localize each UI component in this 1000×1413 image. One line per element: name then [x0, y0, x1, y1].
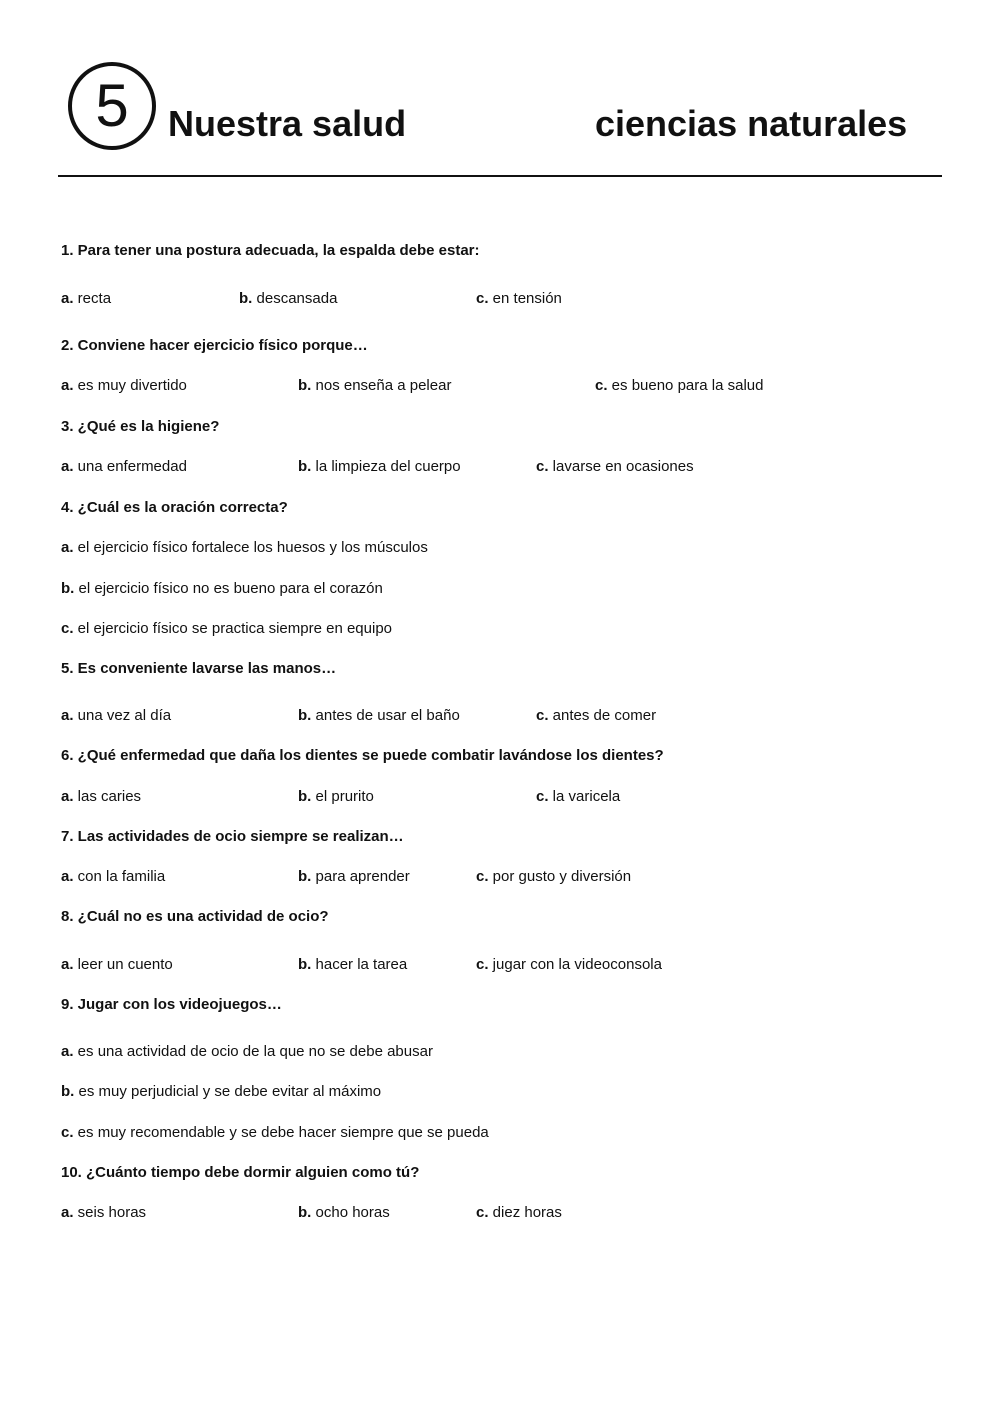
question-4: 4. ¿Cuál es la oración correcta?: [61, 499, 288, 516]
question-9: 9. Jugar con los videojuegos…: [61, 996, 282, 1013]
option-10a[interactable]: a. seis horas: [61, 1204, 147, 1221]
question-2: 2. Conviene hacer ejercicio físico porque…: [61, 337, 368, 354]
option-4a[interactable]: a. el ejercicio físico fortalece los huesos y los músculos: [61, 539, 428, 556]
option-3c[interactable]: c. lavarse en ocasiones: [536, 458, 694, 475]
header-divider: [58, 175, 942, 177]
option-4b[interactable]: b. el ejercicio físico no es bueno para el corazón: [61, 580, 383, 597]
option-2a[interactable]: a. es muy divertido: [61, 377, 187, 394]
question-3: 3. ¿Qué es la higiene?: [61, 418, 220, 435]
unit-number: 5: [95, 72, 129, 139]
option-1c[interactable]: c. en tensión: [476, 290, 562, 307]
option-6a[interactable]: a. las caries: [61, 788, 142, 805]
worksheet-header: [0, 0, 1000, 180]
option-6b[interactable]: b. el prurito: [298, 788, 374, 805]
option-9b[interactable]: b. es muy perjudicial y se debe evitar al máximo: [61, 1083, 382, 1100]
option-1b[interactable]: b. descansada: [239, 290, 338, 307]
option-6c[interactable]: c. la varicela: [536, 788, 621, 805]
option-7b[interactable]: b. para aprender: [298, 868, 410, 885]
option-8b[interactable]: b. hacer la tarea: [298, 956, 408, 973]
unit-number-badge: [68, 62, 156, 150]
option-10c[interactable]: c. diez horas: [476, 1204, 562, 1221]
question-6: 6. ¿Qué enfermedad que daña los dientes se puede combatir lavándose los dientes?: [61, 747, 664, 764]
option-3a[interactable]: a. una enfermedad: [61, 458, 187, 475]
subject-title: ciencias naturales: [595, 103, 908, 144]
question-8: 8. ¿Cuál no es una actividad de ocio?: [61, 908, 329, 925]
question-5: 5. Es conveniente lavarse las manos…: [61, 660, 337, 677]
option-7a[interactable]: a. con la familia: [61, 868, 166, 885]
option-3b[interactable]: b. la limpieza del cuerpo: [298, 458, 461, 475]
option-1a[interactable]: a. recta: [61, 290, 112, 307]
question-10: 10. ¿Cuánto tiempo debe dormir alguien como tú?: [61, 1164, 420, 1181]
option-8a[interactable]: a. leer un cuento: [61, 956, 173, 973]
option-5c[interactable]: c. antes de comer: [536, 707, 657, 724]
option-5a[interactable]: a. una vez al día: [61, 707, 172, 724]
option-5b[interactable]: b. antes de usar el baño: [298, 707, 460, 724]
option-10b[interactable]: b. ocho horas: [298, 1204, 390, 1221]
option-7c[interactable]: c. por gusto y diversión: [476, 868, 632, 885]
option-4c[interactable]: c. el ejercicio físico se practica siempre en equipo: [61, 620, 393, 637]
option-2c[interactable]: c. es bueno para la salud: [595, 377, 764, 394]
question-7: 7. Las actividades de ocio siempre se realizan…: [61, 828, 404, 845]
option-9a[interactable]: a. es una actividad de ocio de la que no se debe abusar: [61, 1043, 433, 1060]
page-title: Nuestra salud: [168, 103, 407, 144]
option-8c[interactable]: c. jugar con la videoconsola: [476, 956, 662, 973]
question-1: 1. Para tener una postura adecuada, la espalda debe estar:: [61, 242, 480, 259]
option-2b[interactable]: b. nos enseña a pelear: [298, 377, 452, 394]
option-9c[interactable]: c. es muy recomendable y se debe hacer siempre que se pueda: [61, 1124, 489, 1141]
